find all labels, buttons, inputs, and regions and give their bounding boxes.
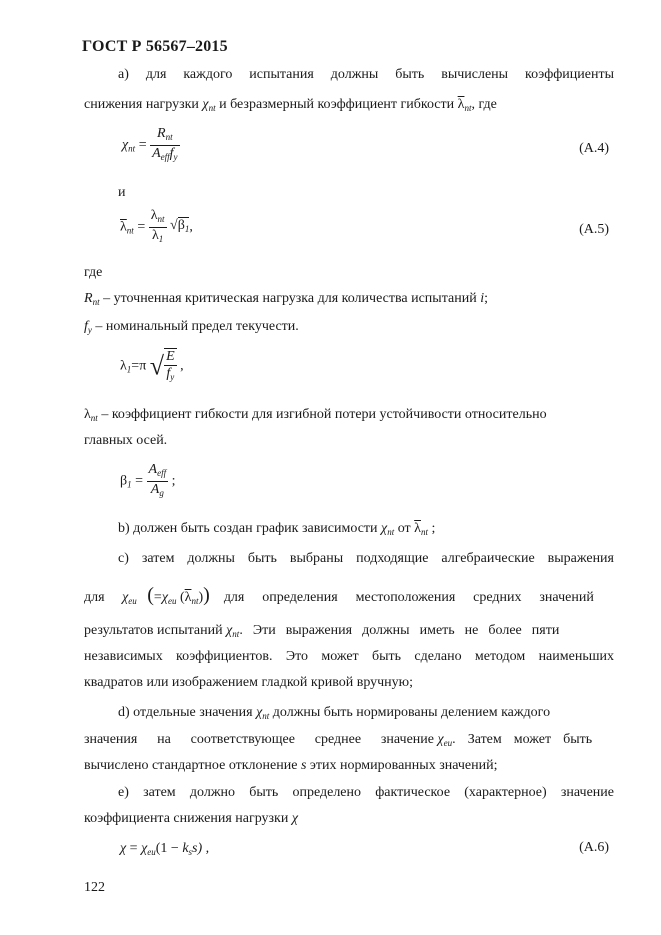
sub-eu: eu [167, 596, 177, 606]
para-d-text1: d) отдельные значения [118, 705, 253, 720]
fraction-E-f [164, 348, 177, 385]
equation-a4 [122, 126, 180, 165]
fraction-denominator [164, 366, 177, 385]
and-word: и [118, 185, 126, 200]
sub-nt: nt [262, 711, 270, 721]
para-e-line2 [84, 810, 298, 828]
sub-1: 1 [158, 234, 164, 244]
paren-open: ( [147, 584, 154, 606]
para-e-text1: е) затем должно быть определено фактическое (характерное) значение [118, 785, 614, 800]
fraction-numerator [149, 208, 167, 228]
lambda-bar-symbol: $\overline{\lambda}$ [414, 521, 421, 536]
sub-eu: eu [128, 596, 137, 606]
sub-nt: nt [420, 527, 428, 537]
f-symbol: f [84, 319, 88, 334]
chi-symbol: χ [161, 590, 168, 605]
para-c-text4: независимых коэффициентов. Это может быть сделано методом наименьших [84, 649, 614, 664]
sub-nt: nt [387, 527, 395, 537]
eq-a6-body: (1 − [155, 841, 183, 856]
sub-1: 1 [126, 364, 132, 375]
para-d-text5: вычислено стандартное отклонение [84, 758, 298, 773]
sub-y: y [170, 372, 175, 382]
A-symbol: A [150, 482, 160, 497]
para-a-text4: , где [471, 97, 497, 112]
def-R-line: $R_{nt}$ – уточненная критическая нагрузка для количества испытаний i; [84, 291, 488, 307]
lambda-bar-symbol: $\overline{\lambda}$ [184, 590, 192, 605]
para-c-text1: с) затем должны быть выбраны подходящие алгебраические выражения [118, 551, 614, 566]
chi-symbol: χ [141, 841, 148, 856]
para-d-line2 [84, 731, 592, 752]
for-word: для [84, 590, 105, 605]
equals-sign: = [131, 358, 140, 374]
sub-nt: nt [126, 225, 134, 236]
eq-a6-end: s) , [192, 841, 210, 856]
sub-nt: nt [92, 297, 100, 307]
radicand [178, 217, 190, 233]
lambda-symbol: λ [120, 358, 127, 374]
document-header: ГОСТ Р 56567–2015 [82, 38, 228, 55]
def-R-text: – уточненная критическая нагрузка для количества испытаний [103, 291, 477, 306]
sub-nt: nt [232, 629, 240, 639]
para-c-text2: для определения местоположения средних значений [223, 590, 594, 605]
chi-symbol: χ [120, 841, 127, 856]
equals-sign: = [129, 841, 138, 856]
where-word: где [84, 265, 103, 280]
lambda-symbol: λ [151, 228, 159, 243]
chi-symbol: χ [226, 623, 233, 638]
para-d-text6: этих нормированных значений; [309, 758, 498, 773]
lambda-bar-symbol: $\overline{\lambda}$ [457, 97, 465, 112]
para-a-line1 [118, 66, 614, 84]
fraction-denominator [149, 228, 167, 247]
chi-symbol: χ [437, 732, 444, 747]
para-e-text2: коэффициента снижения нагрузки [84, 811, 289, 826]
sub-eff: eff [160, 152, 170, 162]
sub-nt: nt [128, 143, 136, 154]
k-symbol: k [182, 841, 189, 856]
radical-sign: √ [170, 218, 178, 233]
sub-nt: nt [208, 103, 216, 113]
para-a-line2 [84, 96, 497, 117]
chi-symbol: χ [122, 137, 129, 153]
equation-a6 [120, 840, 209, 861]
fraction-numerator [150, 126, 179, 146]
R-symbol: R [84, 291, 93, 306]
equals-sign: = [138, 137, 147, 153]
chi-symbol: χ [256, 705, 263, 720]
para-e-line1 [118, 784, 614, 802]
paren-close: ) [203, 584, 210, 606]
equals-sign: = [135, 473, 144, 489]
fraction-a4 [150, 126, 179, 165]
lambda-symbol: λ [84, 407, 91, 422]
sub-y: y [173, 152, 178, 162]
E-symbol: E [166, 349, 175, 364]
fraction-a5 [149, 208, 167, 247]
para-a-text2: снижения нагрузки [84, 97, 199, 112]
lambda-bar-symbol: $\overline{\lambda}$ [120, 219, 127, 235]
para-b-text: b) должен быть создан график зависимости [118, 521, 378, 536]
para-d-text3: значения на соответствующее среднее значение [84, 732, 434, 747]
chi-symbol: χ [381, 521, 388, 536]
fraction-numerator [164, 349, 177, 366]
lambda1-formula: $\lambda_1=\pi$ √ $\frac{E}{f_y}$ , [120, 348, 184, 385]
def-lambda-line2: главных осей. [84, 433, 168, 448]
sub-nt: nt [90, 413, 98, 423]
para-c-line3 [84, 622, 559, 643]
beta-symbol: β [177, 218, 185, 233]
radical-sign: √ [149, 351, 165, 381]
para-d-line3 [84, 757, 497, 775]
sqrt-E-over-f [150, 348, 177, 385]
beta-symbol: β [120, 473, 128, 489]
para-c-line2: для $\chi_{eu}$ ($=\chi_{eu}$ $(\overline{\lambda}_{nt})$) для определения местоположения средних значений [84, 584, 594, 606]
para-c-line1 [118, 550, 614, 568]
from-word: от [397, 521, 411, 536]
sub-1: 1 [184, 224, 190, 234]
para-d-text4: . Затем может быть [452, 732, 593, 747]
equals-sign: = [137, 219, 146, 235]
s-symbol: s [300, 758, 307, 773]
sub-nt: nt [165, 132, 173, 142]
def-f-text: – номинальный предел текучести. [95, 319, 299, 334]
sub-nt: nt [157, 214, 165, 224]
sqrt-beta [170, 217, 189, 238]
sub-eff: eff [157, 468, 167, 478]
chi-symbol: χ [122, 590, 129, 605]
def-lambda-line1 [84, 406, 547, 427]
para-c-line5: квадратов или изображением гладкой кривой вручную; [84, 675, 414, 690]
para-c-text3: результатов испытаний [84, 623, 223, 638]
para-d-text2: должны быть нормированы делением каждого [272, 705, 551, 720]
equation-number-a6: (А.6) [579, 840, 609, 855]
sub-1: 1 [127, 479, 132, 490]
A-symbol: A [152, 146, 161, 161]
A-symbol: A [148, 462, 158, 477]
fraction-denominator [150, 146, 179, 165]
para-a-text1: а) для каждого испытания должны быть вычислены коэффициенты [118, 67, 614, 82]
f-symbol: f [166, 366, 171, 381]
beta1-formula: $\beta_1$ = $\frac{A_{eff}}{A_g}$ ; [120, 462, 175, 501]
equation-number-a4: (А.4) [579, 141, 609, 156]
def-f-line [84, 318, 299, 339]
equation-a5: $\overline{\lambda}_{nt}$ = $\frac{\lambda_{nt}}{\lambda_1}$ $√\beta_1$, [120, 208, 193, 247]
i-symbol: i [480, 291, 485, 306]
fraction-numerator [147, 462, 169, 482]
chi-symbol: χ [202, 97, 209, 112]
sub-nt: nt [464, 103, 472, 113]
sub-eu: eu [443, 738, 453, 748]
pi-symbol: π [139, 358, 147, 374]
page-number: 122 [84, 880, 105, 895]
para-d-line1 [118, 704, 550, 725]
para-c-line4 [84, 648, 614, 666]
f-symbol: f [169, 146, 174, 161]
para-c-text3b: . Эти выражения должны иметь не более пяти [239, 623, 560, 638]
chi-symbol: χ [291, 811, 299, 826]
def-lambda-text1: – коэффициент гибкости для изгибной потери устойчивости относительно [101, 407, 547, 422]
sub-y: y [87, 325, 92, 335]
para-a-text3: и безразмерный коэффициент гибкости [219, 97, 455, 112]
para-b-line: b) должен быть создан график зависимости $\chi_{nt}$ от $\overline{\lambda}_{nt}$ ; [118, 521, 436, 537]
R-symbol: R [157, 126, 166, 141]
sub-s: s [188, 847, 193, 857]
fraction-beta [147, 462, 169, 501]
sub-eu: eu [147, 847, 156, 857]
lambda-symbol: λ [150, 208, 158, 223]
sub-nt: nt [191, 596, 199, 606]
fraction-denominator [147, 482, 169, 501]
equation-number-a5: (А.5) [579, 222, 609, 237]
sub-g: g [159, 488, 164, 498]
